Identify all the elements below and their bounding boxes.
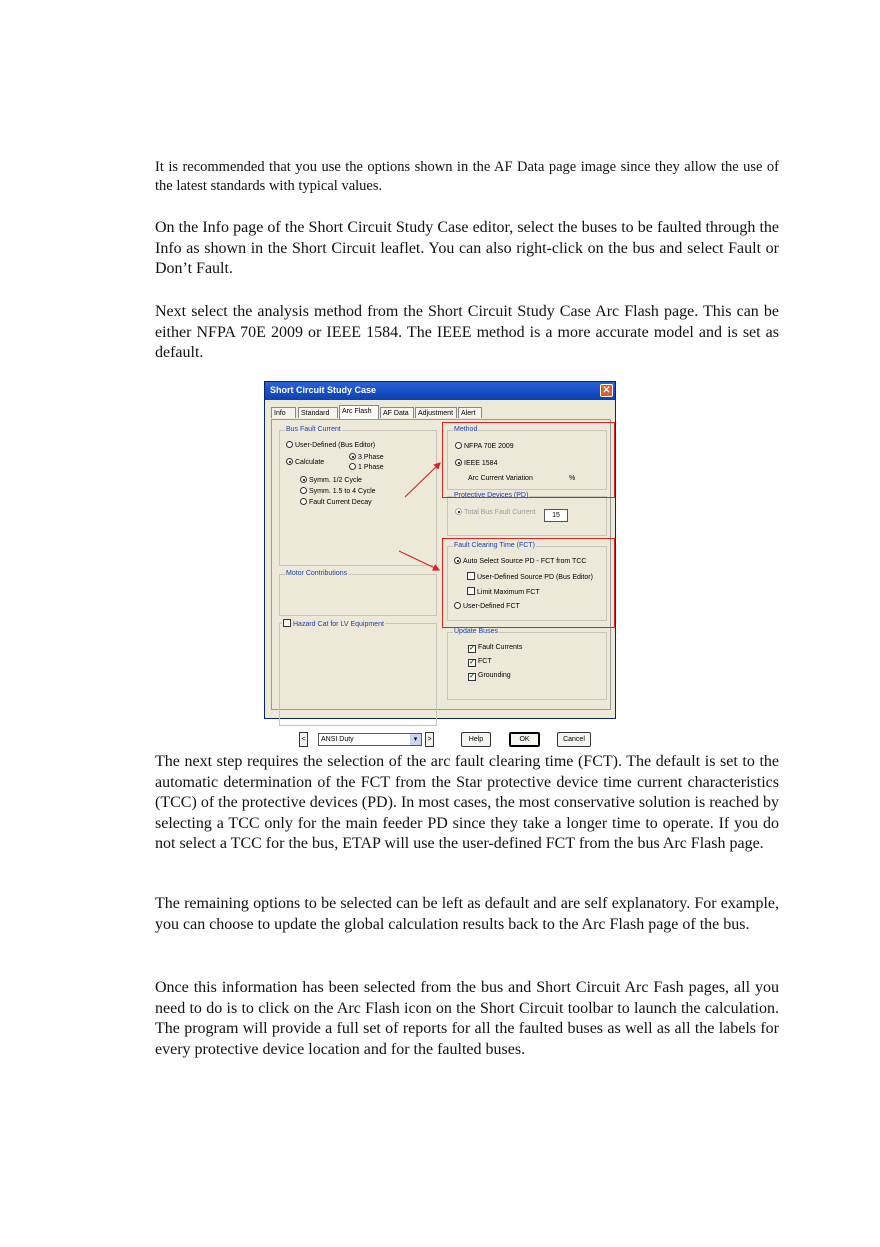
calculate-label: Calculate [295,459,325,466]
ok-button[interactable]: OK [509,732,540,747]
tab-af-data[interactable]: AF Data [380,407,414,418]
protective-devices-label: Protective Devices (PD) [454,492,529,499]
bus-fault-current-label: Bus Fault Current [286,426,341,433]
arc-current-variation-label: Arc Current Variation [468,475,533,482]
motor-contributions-label: Motor Contributions [286,570,348,577]
limit-maximum-fct-label: Limit Maximum FCT [477,589,540,596]
tab-arc-flash[interactable]: Arc Flash [339,405,379,419]
dialog-title: Short Circuit Study Case [270,385,377,395]
dialog-titlebar [265,382,615,400]
duty-select[interactable] [318,733,422,746]
previous-button[interactable]: < [299,732,308,747]
analysis-method-paragraph: Next select the analysis method from the Short Circuit Study Case Arc Flash page. This can be either NFPA 70E 2009 or IEEE 1584. The IEEE method is a more accurate model and is set as default. [155,303,779,361]
arrow-to-fct [399,551,439,570]
hazard-cat-label: Hazard Cat for LV Equipment [293,621,384,628]
remaining-options-paragraph: The remaining options to be selected can be left as default and are self explanatory. For example, you can choose to update the global calculation results back to the Arc Flash page of the bus. [155,895,779,933]
arrow-to-method [405,463,440,497]
tab-standard[interactable]: Standard [298,407,338,418]
short-circuit-study-case-dialog [264,381,616,743]
arc-flash-panel [271,419,611,743]
help-button[interactable]: Help [461,732,491,747]
next-button[interactable]: > [425,732,434,747]
grounding-label: Grounding [478,672,511,679]
tab-info[interactable]: Info [271,407,296,418]
intro-paragraph: It is recommended that you use the options shown in the AF Data page image since they allow the use of the latest standards with typical values. [155,159,779,194]
one-phase-label: 1 Phase [358,464,384,471]
ieee-1584-label: IEEE 1584 [464,460,498,467]
symm-1-5-to-4-cycle-label: Symm. 1.5 to 4 Cycle [309,488,376,495]
arc-current-variation-input[interactable]: 15 [544,509,568,522]
chevron-down-icon: ▾ [410,734,421,745]
tab-alert[interactable]: Alert [458,407,482,418]
fault-current-decay-label: Fault Current Decay [309,499,372,506]
update-buses-label: Update Buses [454,628,498,635]
fct-paragraph: The next step requires the selection of the arc fault clearing time (FCT). The default is set to the automatic determination of the FCT from the Star protective device time current characteristics (TCC) of the protective devices (PD). In most cases, the most conservative solution is reached by selecting a TCC only for the main feeder PD since they take a longer time to operate. If you do not select a TCC for the bus, ETAP will use the user-defined FCT from the bus Arc Flash page. [155,753,779,852]
close-icon[interactable]: ✕ [600,384,613,397]
info-page-paragraph: On the Info page of the Short Circuit Study Case editor, select the buses to be faulted through the Info as shown in the Short Circuit leaflet. You can also right-click on the bus and select Fault or Don’t Fault. [155,219,779,277]
symm-half-cycle-label: Symm. 1/2 Cycle [309,477,362,484]
method-label: Method [454,426,478,433]
tab-adjustment[interactable]: Adjustment [415,407,457,418]
fault-currents-label: Fault Currents [478,644,523,651]
check-icon: ✓ [469,673,475,680]
three-phase-label: 3 Phase [358,454,384,461]
annotation-arrows [272,420,612,711]
user-defined-source-pd-label: User-Defined Source PD (Bus Editor) [477,574,593,581]
check-icon: ✓ [469,659,475,666]
cancel-button[interactable]: Cancel [557,732,591,747]
user-defined-bus-label: User-Defined (Bus Editor) [295,442,376,449]
launch-calculation-paragraph: Once this information has been selected from the bus and Short Circuit Arc Fash pages, all you need to do is to click on the Arc Flash icon on the Short Circuit toolbar to launch the calculation. The program will provide a full set of reports for all the faulted buses as well as all the labels for every protective device location and for the faulted buses. [155,979,779,1058]
duty-select-value: ANSI Duty [321,736,354,743]
check-icon: ✓ [469,645,475,652]
nfpa-70e-label: NFPA 70E 2009 [464,443,514,450]
fct-label: FCT [478,658,492,665]
user-defined-fct-label: User-Defined FCT [463,603,520,610]
arc-current-variation-unit: % [569,475,576,482]
fault-clearing-time-label: Fault Clearing Time (FCT) [454,542,535,549]
total-bus-fault-current-label: Total Bus Fault Current [464,509,536,516]
auto-select-source-pd-label: Auto Select Source PD - FCT from TCC [463,558,587,565]
